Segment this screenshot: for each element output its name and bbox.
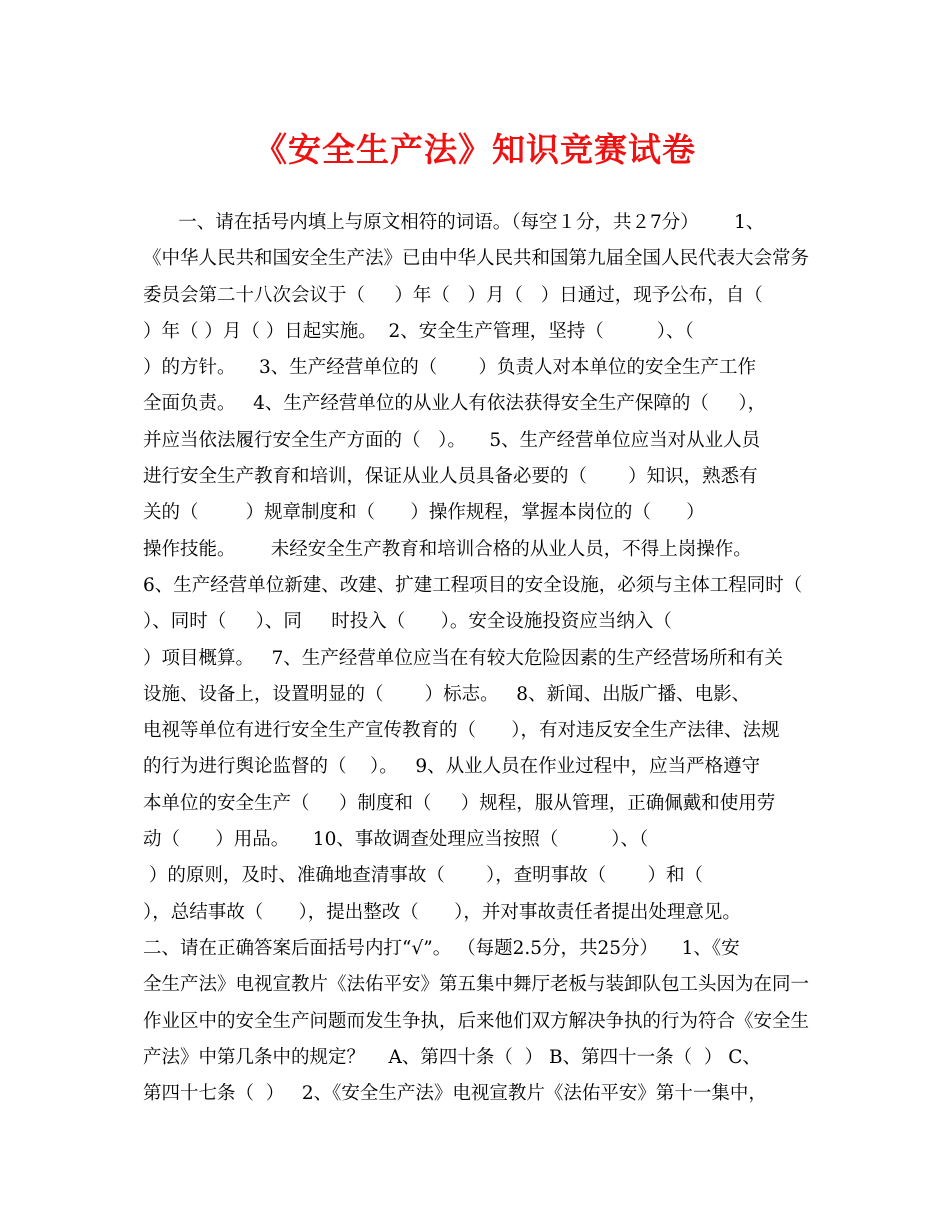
body-text-line: 动（ ）用品。 10、事故调查处理应当按照（ ）、（: [143, 829, 649, 851]
body-text-line: 作业区中的安全生产问题而发生争执，后来他们双方解决争执的行为符合《安全生: [143, 1010, 810, 1032]
body-text-line: 《中华人民共和国安全生产法》已由中华人民共和国第九届全国人民代表大会常务: [143, 248, 810, 270]
body-text-line: 操作技能。 未经安全生产教育和培训合格的从业人员，不得上岗操作。: [143, 538, 752, 560]
body-text-line: 产法》中第几条中的规定？ A、第四十条（ ） B、第四十一条（ ） C、: [143, 1046, 761, 1068]
body-text-line: ）项目概算。 7、生产经营单位应当在有较大危险因素的生产经营场所和有关: [143, 647, 783, 669]
body-text-line: 一、请在括号内填上与原文相符的词语。（每空１分，共２7分） 1、: [143, 212, 765, 233]
body-text-line: 本单位的安全生产（ ）制度和（ ）规程，服从管理，正确佩戴和使用劳: [143, 792, 776, 814]
body-text-line: ），总结事故（ ），提出整改（ ），并对事故责任者提出处理意见。: [143, 901, 741, 923]
document-title: 《安全生产法》知识竞赛试卷: [254, 130, 696, 169]
body-text-line: 并应当依法履行安全生产方面的（ ）。 5、生产经营单位应当对从业人员: [143, 429, 761, 451]
body-text-line: 第四十七条（ ） 2、《安全生产法》电视宣教片《法佑平安》第十一集中，: [143, 1083, 767, 1105]
body-text-line: 6、生产经营单位新建、改建、扩建工程项目的安全设施，必须与主体工程同时（: [143, 574, 803, 596]
body-text-line: 关的（ ）规章制度和（ ）操作规程，掌握本岗位的（ ）: [143, 502, 705, 524]
body-text-line: ）的方针。 3、生产经营单位的（ ）负责人对本单位的安全生产工作: [143, 357, 756, 379]
body-text-line: 进行安全生产教育和培训，保证从业人员具备必要的（ ）知识，熟悉有: [143, 466, 758, 488]
body-text-line: 二、请在正确答案后面括号内打“√”。 （每题2.5分，共25分） 1、《安: [143, 937, 740, 959]
body-text-line: ）的原则，及时、准确地查清事故（ ），查明事故（ ）和（: [143, 865, 703, 887]
body-text-line: 全生产法》电视宣教片《法佑平安》第五集中舞厅老板与装卸队包工头因为在同一: [143, 974, 810, 996]
body-text-line: 电视等单位有进行安全生产宣传教育的（ ），有对违反安全生产法律、法规: [143, 720, 780, 742]
body-text-line: 全面负责。 4、生产经营单位的从业人有依法获得安全生产保障的（ ），: [143, 393, 767, 415]
document-body: [143, 205, 813, 1112]
body-text-line: 委员会第二十八次会议于（ ）年（ ）月（ ）日通过，现予公布，自（: [143, 284, 763, 306]
body-text-line: 设施、设备上，设置明显的（ ）标志。 8、新闻、出版广播、电影、: [143, 683, 751, 705]
body-text-line: ）、同时（ ）、同 时投入（ ）。安全设施投资应当纳入（: [143, 611, 672, 633]
body-text-line: ）年（ ）月（ ）日起实施。 2、安全生产管理，坚持（ ）、（: [143, 320, 694, 342]
body-text-line: 的行为进行舆论监督的（ ）。 9、从业人员在作业过程中，应当严格遵守: [143, 756, 761, 778]
